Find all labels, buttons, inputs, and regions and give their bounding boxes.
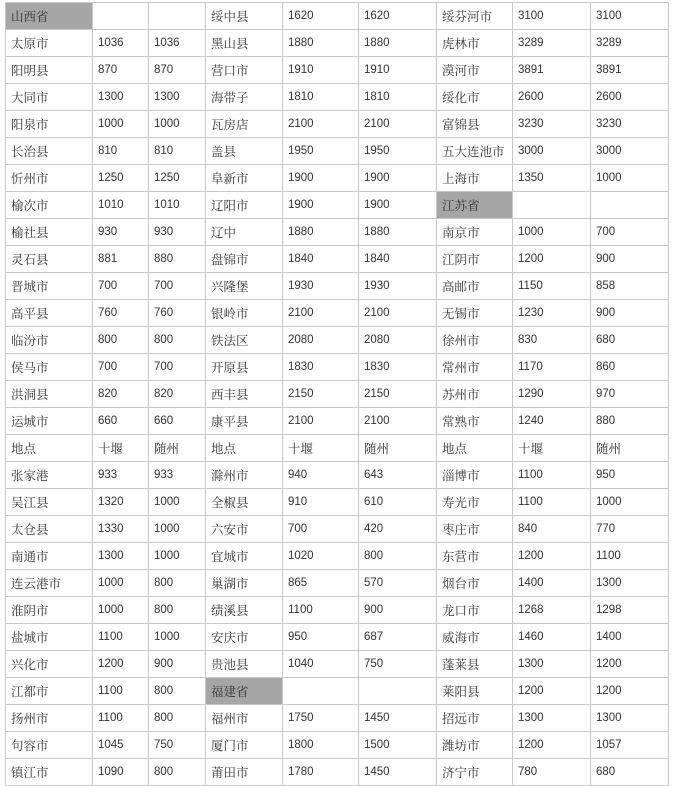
place-cell: 宜城市	[206, 543, 283, 570]
place-cell: 临汾市	[6, 327, 93, 354]
value-cell: 660	[149, 408, 206, 435]
value-cell: 2100	[283, 408, 359, 435]
value-cell: 700	[149, 354, 206, 381]
value-cell: 1330	[93, 516, 149, 543]
place-cell: 潍坊市	[437, 732, 513, 759]
place-cell: 大同市	[6, 84, 93, 111]
value-cell: 700	[93, 273, 149, 300]
value-cell: 700	[283, 516, 359, 543]
place-cell: 绥芬河市	[437, 3, 513, 30]
value-cell: 1950	[359, 138, 437, 165]
table-row	[6, 381, 669, 408]
table-row	[6, 246, 669, 273]
value-cell: 3891	[513, 57, 591, 84]
place-cell: 无锡市	[437, 300, 513, 327]
value-cell: 800	[93, 327, 149, 354]
place-cell: 虎林市	[437, 30, 513, 57]
value-cell: 1000	[149, 489, 206, 516]
value-cell: 1880	[359, 30, 437, 57]
place-cell: 淄博市	[437, 462, 513, 489]
place-cell: 招远市	[437, 705, 513, 732]
value-cell: 700	[149, 273, 206, 300]
value-cell: 2100	[283, 111, 359, 138]
value-cell: 933	[149, 462, 206, 489]
value-cell: 1000	[93, 570, 149, 597]
value-cell: 1460	[513, 624, 591, 651]
place-cell: 淮阴市	[6, 597, 93, 624]
value-cell: 1090	[93, 759, 149, 786]
place-cell: 安庆市	[206, 624, 283, 651]
table-row	[6, 516, 669, 543]
value-cell: 1045	[93, 732, 149, 759]
value-cell: 2080	[359, 327, 437, 354]
value-cell: 1400	[513, 570, 591, 597]
value-cell: 1810	[359, 84, 437, 111]
value-cell: 820	[93, 381, 149, 408]
place-cell: 莆田市	[206, 759, 283, 786]
value-cell: 3891	[591, 57, 669, 84]
place-cell: 贵池县	[206, 651, 283, 678]
value-cell: 1880	[359, 219, 437, 246]
value-cell: 800	[149, 570, 206, 597]
value-cell: 1950	[283, 138, 359, 165]
value-cell: 3000	[513, 138, 591, 165]
value-cell: 900	[149, 651, 206, 678]
place-cell: 南通市	[6, 543, 93, 570]
province-header-cell: 山西省	[6, 3, 93, 30]
value-cell: 1036	[149, 30, 206, 57]
place-cell: 富锦县	[437, 111, 513, 138]
value-cell: 1057	[591, 732, 669, 759]
value-cell: 970	[591, 381, 669, 408]
table-row	[6, 489, 669, 516]
value-cell: 3289	[513, 30, 591, 57]
value-cell: 1100	[513, 489, 591, 516]
value-cell: 900	[591, 246, 669, 273]
table-row	[6, 705, 669, 732]
place-cell: 长治县	[6, 138, 93, 165]
place-cell: 盘锦市	[206, 246, 283, 273]
place-cell: 十堰	[513, 435, 591, 462]
place-cell: 绥中县	[206, 3, 283, 30]
value-cell: 1100	[283, 597, 359, 624]
value-cell: 760	[149, 300, 206, 327]
value-cell	[283, 678, 359, 705]
value-cell: 1900	[359, 165, 437, 192]
value-cell: 1020	[283, 543, 359, 570]
value-cell: 1268	[513, 597, 591, 624]
table-row	[6, 219, 669, 246]
value-cell: 1500	[359, 732, 437, 759]
value-cell: 800	[149, 705, 206, 732]
value-cell: 1750	[283, 705, 359, 732]
value-cell: 1250	[93, 165, 149, 192]
table-row	[6, 192, 669, 219]
value-cell: 1300	[513, 651, 591, 678]
value-cell: 610	[359, 489, 437, 516]
place-cell: 黑山县	[206, 30, 283, 57]
table-row	[6, 3, 669, 30]
value-cell: 1780	[283, 759, 359, 786]
value-cell: 840	[513, 516, 591, 543]
value-cell: 570	[359, 570, 437, 597]
place-cell: 徐州市	[437, 327, 513, 354]
value-cell: 865	[283, 570, 359, 597]
value-cell: 700	[591, 219, 669, 246]
place-cell: 句容市	[6, 732, 93, 759]
table-row	[6, 543, 669, 570]
place-cell: 盐城市	[6, 624, 93, 651]
value-cell: 1450	[359, 759, 437, 786]
value-cell: 1200	[93, 651, 149, 678]
value-cell: 1000	[149, 111, 206, 138]
value-cell: 643	[359, 462, 437, 489]
value-cell: 810	[93, 138, 149, 165]
value-cell: 933	[93, 462, 149, 489]
place-cell: 地点	[6, 435, 93, 462]
value-cell: 1840	[359, 246, 437, 273]
value-cell: 687	[359, 624, 437, 651]
table-row	[6, 462, 669, 489]
value-cell: 1230	[513, 300, 591, 327]
value-cell: 1010	[93, 192, 149, 219]
place-cell: 铁法区	[206, 327, 283, 354]
value-cell: 940	[283, 462, 359, 489]
place-cell: 厦门市	[206, 732, 283, 759]
place-cell: 江阴市	[437, 246, 513, 273]
place-cell: 烟台市	[437, 570, 513, 597]
value-cell: 1930	[283, 273, 359, 300]
place-cell: 镇江市	[6, 759, 93, 786]
value-cell: 3100	[513, 3, 591, 30]
value-cell: 1880	[283, 30, 359, 57]
place-cell: 兴隆堡	[206, 273, 283, 300]
table-row	[6, 165, 669, 192]
value-cell: 800	[149, 759, 206, 786]
value-cell: 2600	[591, 84, 669, 111]
table-row	[6, 327, 669, 354]
table-row	[6, 651, 669, 678]
value-cell: 950	[591, 462, 669, 489]
place-cell: 绩溪县	[206, 597, 283, 624]
value-cell: 2100	[283, 300, 359, 327]
place-cell: 南京市	[437, 219, 513, 246]
table-row	[6, 597, 669, 624]
place-cell: 开原县	[206, 354, 283, 381]
value-cell: 1800	[283, 732, 359, 759]
value-cell: 3289	[591, 30, 669, 57]
table-row	[6, 300, 669, 327]
value-cell: 1300	[149, 84, 206, 111]
value-cell: 3000	[591, 138, 669, 165]
place-cell: 莱阳县	[437, 678, 513, 705]
value-cell: 810	[149, 138, 206, 165]
value-cell: 1000	[149, 624, 206, 651]
value-cell	[149, 3, 206, 30]
place-cell: 随州	[359, 435, 437, 462]
table-row	[6, 30, 669, 57]
value-cell: 880	[591, 408, 669, 435]
value-cell: 1810	[283, 84, 359, 111]
place-cell: 巢湖市	[206, 570, 283, 597]
place-cell: 银岭市	[206, 300, 283, 327]
value-cell: 3230	[513, 111, 591, 138]
place-cell: 太原市	[6, 30, 93, 57]
value-cell: 2600	[513, 84, 591, 111]
value-cell: 1100	[93, 624, 149, 651]
place-cell: 济宁市	[437, 759, 513, 786]
value-cell: 780	[513, 759, 591, 786]
value-cell: 3230	[591, 111, 669, 138]
value-cell: 1200	[591, 651, 669, 678]
value-cell: 858	[591, 273, 669, 300]
value-cell: 1000	[591, 489, 669, 516]
place-cell: 灵石县	[6, 246, 93, 273]
table-row	[6, 570, 669, 597]
value-cell: 750	[359, 651, 437, 678]
table-row	[6, 435, 669, 462]
value-cell: 1200	[513, 732, 591, 759]
table-row	[6, 273, 669, 300]
value-cell: 1036	[93, 30, 149, 57]
value-cell: 1880	[283, 219, 359, 246]
place-cell: 东营市	[437, 543, 513, 570]
value-cell: 1000	[149, 543, 206, 570]
place-cell: 阳泉市	[6, 111, 93, 138]
place-cell: 辽阳市	[206, 192, 283, 219]
value-cell: 1170	[513, 354, 591, 381]
province-header-cell: 江苏省	[437, 192, 513, 219]
value-cell: 830	[513, 327, 591, 354]
place-cell: 滁州市	[206, 462, 283, 489]
place-cell: 康平县	[206, 408, 283, 435]
value-cell: 1000	[93, 597, 149, 624]
table-row	[6, 84, 669, 111]
value-cell: 1150	[513, 273, 591, 300]
place-cell: 阜新市	[206, 165, 283, 192]
value-cell: 2150	[283, 381, 359, 408]
value-cell: 660	[93, 408, 149, 435]
place-cell: 绥化市	[437, 84, 513, 111]
value-cell: 760	[93, 300, 149, 327]
value-cell: 800	[359, 543, 437, 570]
place-cell: 寿光市	[437, 489, 513, 516]
place-cell: 扬州市	[6, 705, 93, 732]
value-cell: 1900	[283, 192, 359, 219]
place-cell: 兴化市	[6, 651, 93, 678]
place-cell: 苏州市	[437, 381, 513, 408]
place-cell: 地点	[206, 435, 283, 462]
place-cell: 运城市	[6, 408, 93, 435]
value-cell: 820	[149, 381, 206, 408]
value-cell	[591, 192, 669, 219]
place-cell: 六安市	[206, 516, 283, 543]
value-cell: 1000	[149, 516, 206, 543]
value-cell	[93, 3, 149, 30]
value-cell: 1000	[93, 111, 149, 138]
value-cell: 420	[359, 516, 437, 543]
place-cell: 上海市	[437, 165, 513, 192]
value-cell: 1830	[283, 354, 359, 381]
value-cell: 1100	[513, 462, 591, 489]
value-cell: 680	[591, 759, 669, 786]
value-cell: 950	[283, 624, 359, 651]
value-cell	[513, 192, 591, 219]
place-cell: 地点	[437, 435, 513, 462]
place-cell: 十堰	[93, 435, 149, 462]
value-cell: 3100	[591, 3, 669, 30]
value-cell: 2100	[359, 408, 437, 435]
value-cell: 1910	[283, 57, 359, 84]
table-body	[6, 3, 669, 786]
value-cell: 1000	[513, 219, 591, 246]
place-cell: 营口市	[206, 57, 283, 84]
table-row	[6, 354, 669, 381]
place-cell: 忻州市	[6, 165, 93, 192]
value-cell: 1910	[359, 57, 437, 84]
place-cell: 晋城市	[6, 273, 93, 300]
value-cell: 900	[591, 300, 669, 327]
place-cell: 西丰县	[206, 381, 283, 408]
value-cell: 1620	[283, 3, 359, 30]
place-cell: 吴江县	[6, 489, 93, 516]
table-row	[6, 732, 669, 759]
value-cell: 1300	[93, 84, 149, 111]
value-cell: 1200	[591, 678, 669, 705]
place-cell: 常熟市	[437, 408, 513, 435]
table-row	[6, 624, 669, 651]
table-row	[6, 57, 669, 84]
place-cell: 阳明县	[6, 57, 93, 84]
place-cell: 福州市	[206, 705, 283, 732]
value-cell: 1900	[359, 192, 437, 219]
value-cell: 1350	[513, 165, 591, 192]
place-cell: 枣庄市	[437, 516, 513, 543]
place-cell: 海带子	[206, 84, 283, 111]
value-cell: 1400	[591, 624, 669, 651]
table-row	[6, 138, 669, 165]
place-cell: 江都市	[6, 678, 93, 705]
value-cell: 1100	[93, 705, 149, 732]
value-cell: 1040	[283, 651, 359, 678]
value-cell: 1200	[513, 246, 591, 273]
value-cell: 2150	[359, 381, 437, 408]
value-cell: 1010	[149, 192, 206, 219]
value-cell: 750	[149, 732, 206, 759]
value-cell: 1620	[359, 3, 437, 30]
value-cell: 1200	[513, 678, 591, 705]
value-cell: 1450	[359, 705, 437, 732]
place-cell: 太仓县	[6, 516, 93, 543]
place-cell: 龙口市	[437, 597, 513, 624]
province-header-cell: 福建省	[206, 678, 283, 705]
value-cell: 700	[93, 354, 149, 381]
value-cell: 2100	[359, 300, 437, 327]
place-cell: 漠河市	[437, 57, 513, 84]
table-row	[6, 678, 669, 705]
value-cell: 930	[149, 219, 206, 246]
value-cell: 2080	[283, 327, 359, 354]
value-cell: 770	[591, 516, 669, 543]
place-cell: 高邮市	[437, 273, 513, 300]
value-cell: 870	[149, 57, 206, 84]
value-cell: 1840	[283, 246, 359, 273]
place-cell: 五大连池市	[437, 138, 513, 165]
place-cell: 榆社县	[6, 219, 93, 246]
value-cell: 900	[359, 597, 437, 624]
value-cell: 880	[149, 246, 206, 273]
place-cell: 侯马市	[6, 354, 93, 381]
value-cell: 1290	[513, 381, 591, 408]
value-cell: 800	[149, 327, 206, 354]
value-cell: 1900	[283, 165, 359, 192]
value-cell: 1298	[591, 597, 669, 624]
value-cell: 1930	[359, 273, 437, 300]
place-cell: 连云港市	[6, 570, 93, 597]
value-cell: 1300	[93, 543, 149, 570]
place-cell: 蓬莱县	[437, 651, 513, 678]
value-cell: 1100	[591, 543, 669, 570]
value-cell: 1000	[591, 165, 669, 192]
place-cell: 常州市	[437, 354, 513, 381]
value-cell: 1300	[591, 705, 669, 732]
place-cell: 全椒县	[206, 489, 283, 516]
value-cell: 870	[93, 57, 149, 84]
value-cell: 930	[93, 219, 149, 246]
value-cell: 2100	[359, 111, 437, 138]
value-cell: 1240	[513, 408, 591, 435]
place-cell: 张家港	[6, 462, 93, 489]
value-cell: 1250	[149, 165, 206, 192]
place-cell: 威海市	[437, 624, 513, 651]
value-cell: 910	[283, 489, 359, 516]
place-cell: 十堰	[283, 435, 359, 462]
value-cell	[359, 678, 437, 705]
place-cell: 随州	[591, 435, 669, 462]
value-cell: 881	[93, 246, 149, 273]
place-cell: 榆次市	[6, 192, 93, 219]
place-cell: 瓦房店	[206, 111, 283, 138]
value-cell: 1300	[513, 705, 591, 732]
table-row	[6, 111, 669, 138]
place-cell: 盖县	[206, 138, 283, 165]
value-cell: 1320	[93, 489, 149, 516]
value-cell: 1300	[591, 570, 669, 597]
value-cell: 680	[591, 327, 669, 354]
value-cell: 800	[149, 597, 206, 624]
value-cell: 1200	[513, 543, 591, 570]
place-cell: 随州	[149, 435, 206, 462]
value-cell: 1830	[359, 354, 437, 381]
value-cell: 1100	[93, 678, 149, 705]
table-row	[6, 759, 669, 786]
table-row	[6, 408, 669, 435]
value-cell: 800	[149, 678, 206, 705]
value-cell: 860	[591, 354, 669, 381]
place-cell: 辽中	[206, 219, 283, 246]
place-cell: 高平县	[6, 300, 93, 327]
place-cell: 洪洞县	[6, 381, 93, 408]
price-table	[5, 2, 669, 786]
